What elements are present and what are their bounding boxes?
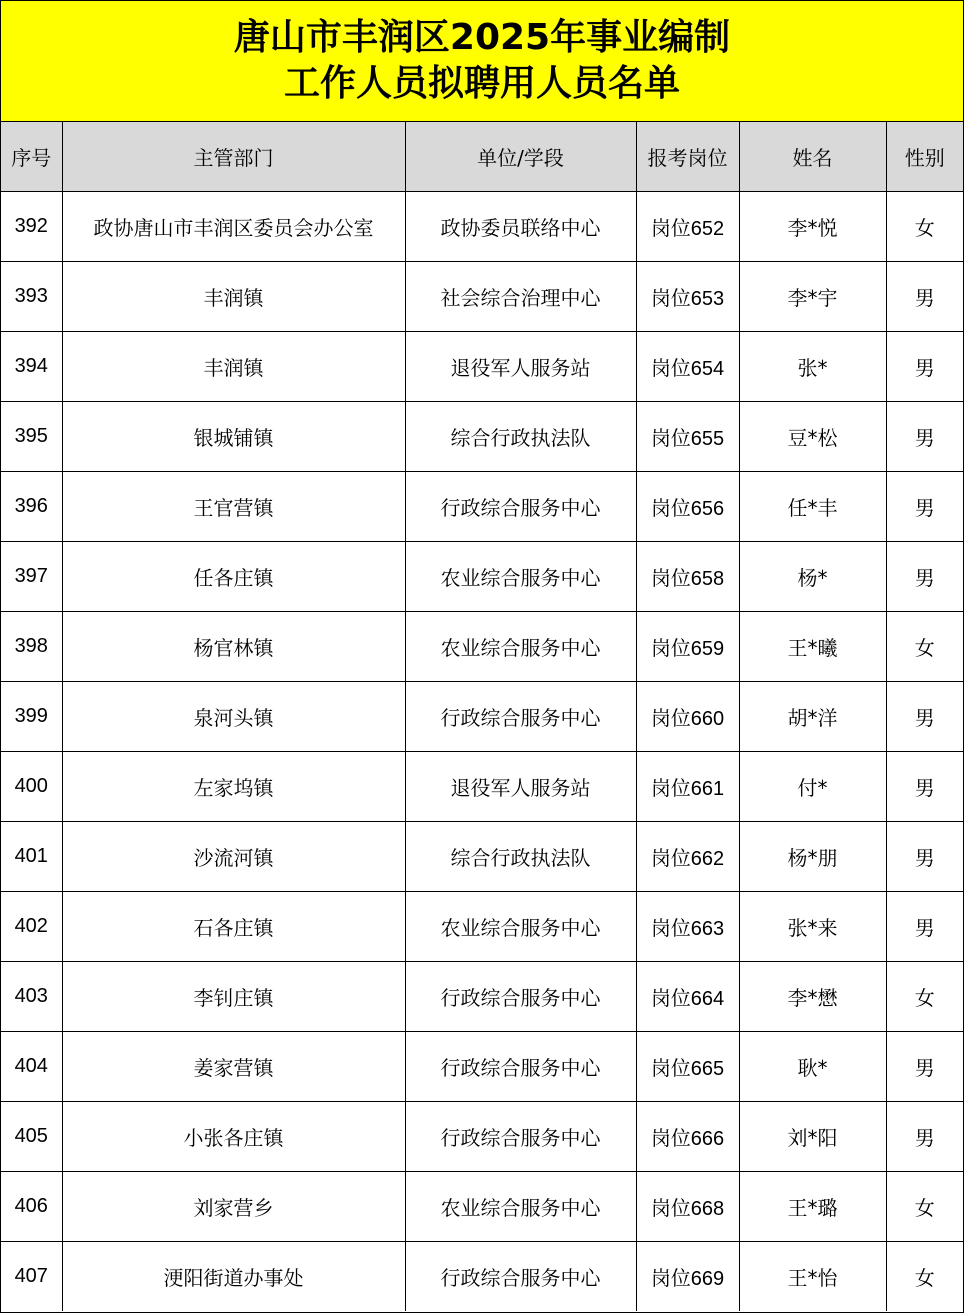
cell-index: 395 — [1, 401, 62, 471]
cell-unit: 综合行政执法队 — [405, 821, 636, 891]
cell-post: 岗位659 — [636, 611, 739, 681]
cell-department: 泉河头镇 — [62, 681, 405, 751]
table-row — [1, 611, 963, 681]
header-index: 序号 — [1, 122, 62, 191]
cell-post: 岗位656 — [636, 471, 739, 541]
cell-name: 李*宇 — [739, 261, 886, 331]
cell-gender: 女 — [886, 611, 963, 681]
cell-department: 姜家营镇 — [62, 1031, 405, 1101]
table-row — [1, 541, 963, 611]
cell-department: 左家坞镇 — [62, 751, 405, 821]
roster-body — [1, 191, 963, 1311]
cell-name: 付* — [739, 751, 886, 821]
header-post: 报考岗位 — [636, 122, 739, 191]
cell-unit: 行政综合服务中心 — [405, 961, 636, 1031]
cell-name: 任*丰 — [739, 471, 886, 541]
cell-index: 400 — [1, 751, 62, 821]
cell-name: 耿* — [739, 1031, 886, 1101]
cell-gender: 男 — [886, 891, 963, 961]
cell-unit: 行政综合服务中心 — [405, 1031, 636, 1101]
cell-unit: 政协委员联络中心 — [405, 191, 636, 261]
cell-unit: 行政综合服务中心 — [405, 681, 636, 751]
cell-name: 王*怡 — [739, 1241, 886, 1311]
header-department: 主管部门 — [62, 122, 405, 191]
table-row — [1, 681, 963, 751]
cell-department: 浭阳街道办事处 — [62, 1241, 405, 1311]
cell-gender: 男 — [886, 261, 963, 331]
cell-unit: 社会综合治理中心 — [405, 261, 636, 331]
table-row — [1, 191, 963, 261]
cell-gender: 男 — [886, 1031, 963, 1101]
cell-department: 银城铺镇 — [62, 401, 405, 471]
cell-gender: 女 — [886, 191, 963, 261]
cell-unit: 退役军人服务站 — [405, 751, 636, 821]
table-row — [1, 1241, 963, 1311]
cell-gender: 男 — [886, 1101, 963, 1171]
cell-post: 岗位664 — [636, 961, 739, 1031]
table-row — [1, 1031, 963, 1101]
cell-gender: 男 — [886, 541, 963, 611]
cell-gender: 女 — [886, 1171, 963, 1241]
cell-index: 398 — [1, 611, 62, 681]
cell-post: 岗位669 — [636, 1241, 739, 1311]
cell-post: 岗位662 — [636, 821, 739, 891]
cell-post: 岗位668 — [636, 1171, 739, 1241]
title-banner — [1, 1, 963, 122]
cell-unit: 农业综合服务中心 — [405, 541, 636, 611]
cell-post: 岗位660 — [636, 681, 739, 751]
header-row — [1, 122, 963, 191]
table-row — [1, 261, 963, 331]
cell-index: 405 — [1, 1101, 62, 1171]
cell-gender: 男 — [886, 471, 963, 541]
cell-index: 402 — [1, 891, 62, 961]
cell-department: 丰润镇 — [62, 331, 405, 401]
cell-index: 401 — [1, 821, 62, 891]
cell-department: 任各庄镇 — [62, 541, 405, 611]
header-name: 姓名 — [739, 122, 886, 191]
cell-post: 岗位654 — [636, 331, 739, 401]
cell-unit: 农业综合服务中心 — [405, 891, 636, 961]
cell-department: 小张各庄镇 — [62, 1101, 405, 1171]
cell-name: 王*璐 — [739, 1171, 886, 1241]
table-row — [1, 821, 963, 891]
table-row — [1, 401, 963, 471]
cell-unit: 行政综合服务中心 — [405, 1101, 636, 1171]
cell-index: 403 — [1, 961, 62, 1031]
cell-gender: 男 — [886, 821, 963, 891]
table-row — [1, 1101, 963, 1171]
cell-post: 岗位655 — [636, 401, 739, 471]
cell-gender: 男 — [886, 331, 963, 401]
cell-unit: 退役军人服务站 — [405, 331, 636, 401]
cell-department: 沙流河镇 — [62, 821, 405, 891]
cell-index: 392 — [1, 191, 62, 261]
cell-index: 393 — [1, 261, 62, 331]
header-gender: 性别 — [886, 122, 963, 191]
roster-table — [1, 122, 963, 1311]
cell-index: 394 — [1, 331, 62, 401]
table-row — [1, 891, 963, 961]
cell-department: 杨官林镇 — [62, 611, 405, 681]
cell-unit: 农业综合服务中心 — [405, 1171, 636, 1241]
cell-unit: 行政综合服务中心 — [405, 1241, 636, 1311]
cell-name: 张*来 — [739, 891, 886, 961]
table-row — [1, 961, 963, 1031]
cell-index: 397 — [1, 541, 62, 611]
cell-index: 396 — [1, 471, 62, 541]
cell-department: 王官营镇 — [62, 471, 405, 541]
table-row — [1, 331, 963, 401]
cell-index: 399 — [1, 681, 62, 751]
cell-name: 李*悦 — [739, 191, 886, 261]
cell-unit: 行政综合服务中心 — [405, 471, 636, 541]
table-row — [1, 1171, 963, 1241]
cell-gender: 男 — [886, 681, 963, 751]
cell-gender: 女 — [886, 961, 963, 1031]
cell-gender: 男 — [886, 751, 963, 821]
cell-unit: 农业综合服务中心 — [405, 611, 636, 681]
cell-index: 407 — [1, 1241, 62, 1311]
cell-name: 胡*洋 — [739, 681, 886, 751]
table-row — [1, 751, 963, 821]
table-row — [1, 471, 963, 541]
cell-index: 404 — [1, 1031, 62, 1101]
cell-post: 岗位661 — [636, 751, 739, 821]
cell-post: 岗位665 — [636, 1031, 739, 1101]
cell-post: 岗位658 — [636, 541, 739, 611]
cell-gender: 女 — [886, 1241, 963, 1311]
cell-name: 张* — [739, 331, 886, 401]
cell-post: 岗位652 — [636, 191, 739, 261]
cell-index: 406 — [1, 1171, 62, 1241]
cell-department: 李钊庄镇 — [62, 961, 405, 1031]
cell-department: 刘家营乡 — [62, 1171, 405, 1241]
cell-post: 岗位666 — [636, 1101, 739, 1171]
cell-name: 杨*朋 — [739, 821, 886, 891]
cell-name: 杨* — [739, 541, 886, 611]
cell-gender: 男 — [886, 401, 963, 471]
cell-post: 岗位663 — [636, 891, 739, 961]
cell-name: 刘*阳 — [739, 1101, 886, 1171]
header-unit: 单位/学段 — [405, 122, 636, 191]
title-line-2: 工作人员拟聘用人员名单 — [283, 63, 680, 104]
cell-department: 石各庄镇 — [62, 891, 405, 961]
cell-unit: 综合行政执法队 — [405, 401, 636, 471]
cell-name: 李*懋 — [739, 961, 886, 1031]
cell-department: 丰润镇 — [62, 261, 405, 331]
title-line-1: 唐山市丰润区2025年事业编制 — [233, 17, 731, 58]
cell-name: 王*曦 — [739, 611, 886, 681]
cell-name: 豆*松 — [739, 401, 886, 471]
cell-department: 政协唐山市丰润区委员会办公室 — [62, 191, 405, 261]
cell-post: 岗位653 — [636, 261, 739, 331]
